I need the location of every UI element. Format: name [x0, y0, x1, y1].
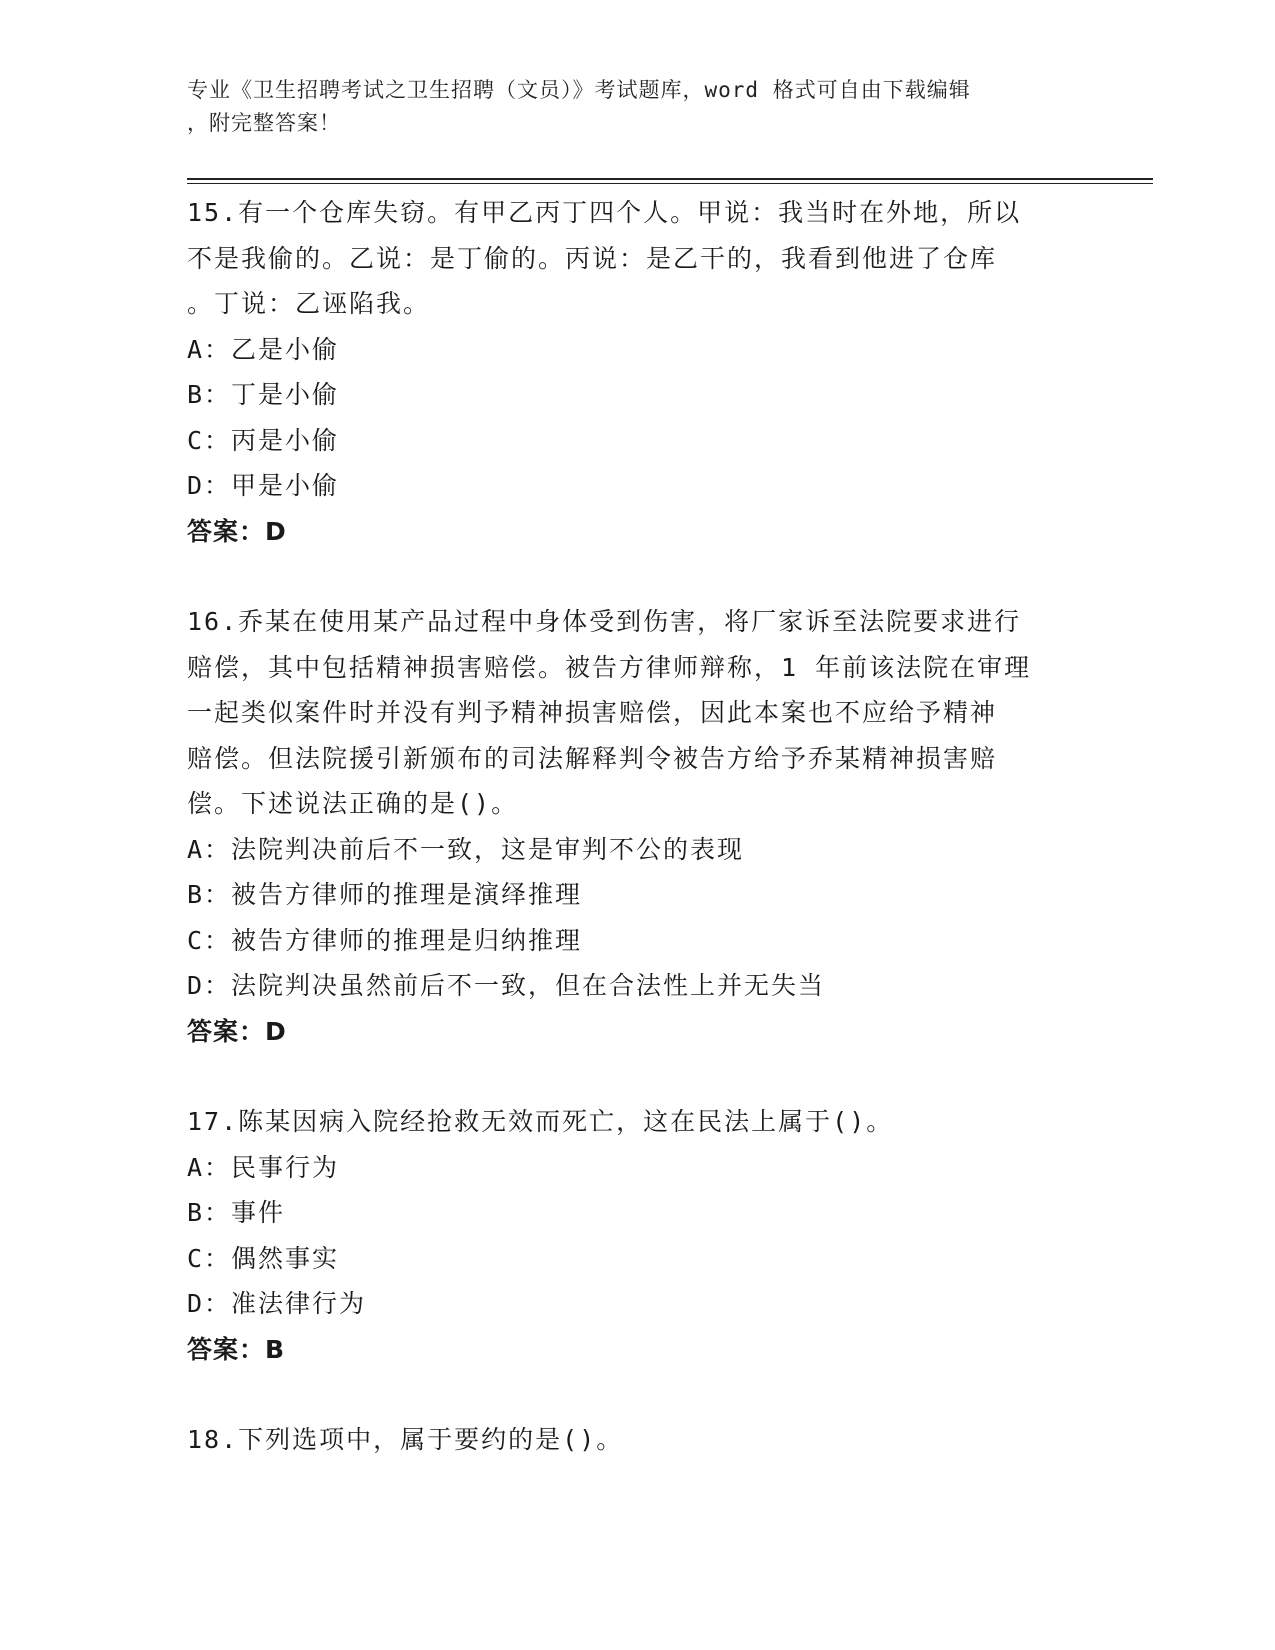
question-text-line: 赔偿。但法院援引新颁布的司法解释判令被告方给予乔某精神损害赔 — [187, 743, 998, 773]
question-text-line: 18.下列选项中，属于要约的是()。 — [187, 1425, 624, 1454]
option-b: B：事件 — [187, 1198, 286, 1227]
answer-label: 答案：D — [187, 516, 287, 546]
option-a: A：民事行为 — [187, 1152, 340, 1182]
option-a: A：乙是小偷 — [187, 334, 340, 364]
answer-label: 答案：D — [187, 1016, 287, 1046]
question-list — [187, 190, 1087, 1508]
question-text-line: 15.有一个仓库失窃。有甲乙丙丁四个人。甲说：我当时在外地，所以 — [187, 198, 1022, 227]
question-text-line: 赔偿，其中包括精神损害赔偿。被告方律师辩称，1 年前该法院在审理 — [187, 652, 1032, 682]
option-a: A：法院判决前后不一致，这是审判不公的表现 — [187, 834, 745, 864]
header-line-1: 专业《卫生招聘考试之卫生招聘（文员）》考试题库，word 格式可自由下载编辑 — [187, 78, 971, 102]
question-text-line: 。丁说：乙诬陷我。 — [187, 289, 431, 318]
question-text-line: 一起类似案件时并没有判予精神损害赔偿，因此本案也不应给予精神 — [187, 698, 998, 727]
option-c: C：被告方律师的推理是归纳推理 — [187, 925, 583, 955]
question-16 — [187, 599, 1087, 1054]
option-c: C：丙是小偷 — [187, 425, 340, 455]
document-header — [187, 74, 1067, 140]
option-d: D：甲是小偷 — [187, 471, 340, 500]
option-c: C：偶然事实 — [187, 1243, 340, 1273]
option-d: D：准法律行为 — [187, 1289, 367, 1318]
option-b: B：丁是小偷 — [187, 380, 340, 409]
question-18 — [187, 1417, 1087, 1463]
option-d: D：法院判决虽然前后不一致，但在合法性上并无失当 — [187, 971, 826, 1000]
question-text-line: 不是我偷的。乙说：是丁偷的。丙说：是乙干的，我看到他进了仓库 — [187, 243, 998, 273]
question-text-line: 16.乔某在使用某产品过程中身体受到伤害，将厂家诉至法院要求进行 — [187, 607, 1022, 636]
question-17 — [187, 1099, 1087, 1372]
header-line-2: ，附完整答案！ — [187, 111, 341, 135]
answer-label: 答案：B — [187, 1334, 286, 1364]
question-text-line: 17.陈某因病入院经抢救无效而死亡，这在民法上属于()。 — [187, 1107, 894, 1136]
question-15 — [187, 190, 1087, 554]
question-text-line: 偿。下述说法正确的是()。 — [187, 789, 519, 818]
option-b: B：被告方律师的推理是演绎推理 — [187, 880, 583, 909]
header-divider-thick — [187, 178, 1153, 180]
header-divider-thin — [187, 183, 1153, 184]
